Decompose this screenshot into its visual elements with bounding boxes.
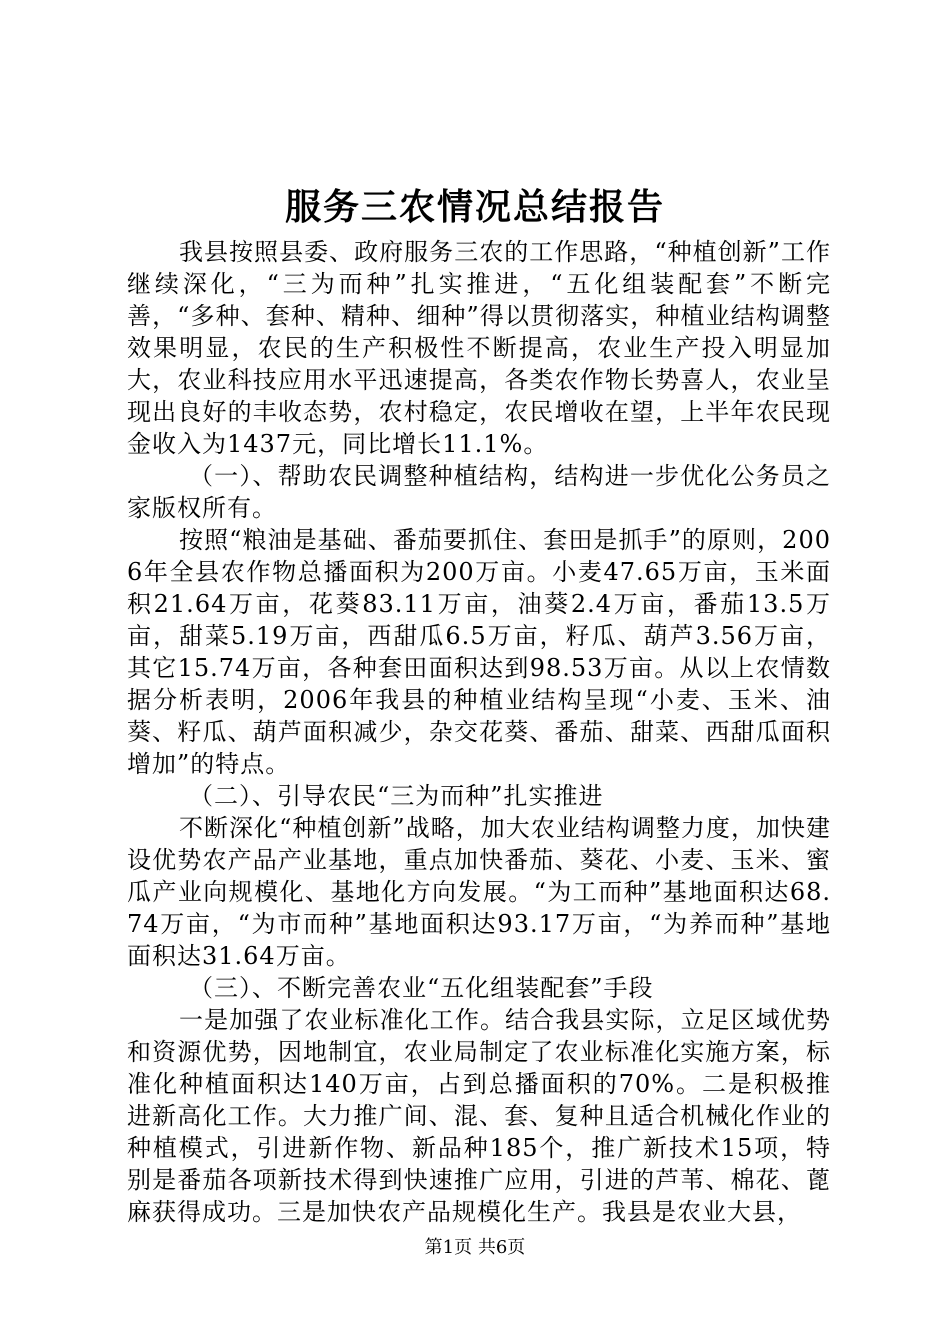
paragraph-intro: 我县按照县委、政府服务三农的工作思路，“种植创新”工作继续深化，“三为而种”扎实推进，“五化组装配套”不断完善，“多种、套种、精种、细种”得以贯彻落实，种植业结构调整效果明显，农民的生产积极性不断提高，农业生产投入明显加大，农业科技应用水平迅速提高，各类农作物长势喜人，农业呈现出良好的丰收态势，农村稳定，农民增收在望，上半年农民现金收入为1437元，同比增长11.1%。: [127, 238, 831, 458]
document-body: [127, 236, 831, 1228]
paragraph-section-3: 一是加强了农业标准化工作。结合我县实际，立足区域优势和资源优势，因地制宜，农业局制定了农业标准化实施方案，标准化种植面积达140万亩，占到总播面积的70%。二是积极推进新高化工作。大力推广间、混、套、复种且适合机械化作业的种植模式，引进新作物、新品种185个，推广新技术15项，特别是番茄各项新技术得到快速推广应用，引进的芦苇、棉花、蓖麻获得成功。三是加快农产品规模化生产。我县是农业大县，: [127, 1006, 831, 1226]
section-heading-1: （一）、帮助农民调整种植结构，结构进一步优化公务员之家版权所有。: [127, 462, 831, 522]
paragraph-section-2: 不断深化“种植创新”战略，加大农业结构调整力度，加快建设优势农产品产业基地，重点加快番茄、葵花、小麦、玉米、蜜瓜产业向规模化、基地化方向发展。“为工而种”基地面积达68.74万亩，“为市而种”基地面积达93.17万亩，“为养而种”基地面积达31.64万亩。: [127, 814, 831, 970]
section-heading-2: （二）、引导农民“三为而种”扎实推进: [189, 782, 604, 810]
section-heading-3: （三）、不断完善农业“五化组装配套”手段: [189, 974, 654, 1002]
document-title: 服务三农情况总结报告: [284, 186, 665, 228]
paragraph-section-1: 按照“粮油是基础、番茄要抓住、套田是抓手”的原则，2006年全县农作物总播面积为200万亩。小麦47.65万亩，玉米面积21.64万亩，花葵83.11万亩，油葵2.4万亩，番茄13.5万亩，甜菜5.19万亩，西甜瓜6.5万亩，籽瓜、葫芦3.56万亩，其它15.74万亩，各种套田面积达到98.53万亩。从以上农情数据分析表明，2006年我县的种植业结构呈现“小麦、玉米、油葵、籽瓜、葫芦面积减少，杂交花葵、番茄、甜菜、西甜瓜面积增加”的特点。: [127, 526, 831, 778]
page-footer: 第1页 共6页: [424, 1237, 526, 1258]
